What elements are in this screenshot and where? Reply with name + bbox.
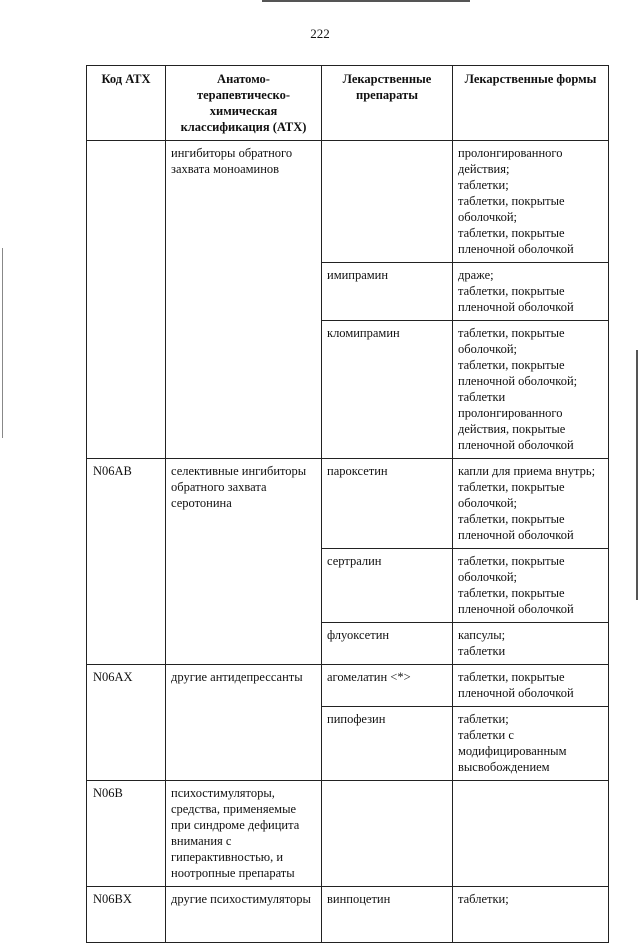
classification-cell: селективные ингибиторы обратного захвата серотонина — [166, 459, 322, 665]
form-line: действия, покрытые — [458, 422, 566, 436]
drug-cell: пипофезин — [322, 707, 453, 781]
form-line: пленочной оболочкой; — [458, 374, 578, 388]
drug-cell: пароксетин — [322, 459, 453, 549]
form-line: таблетки, покрытые — [458, 194, 565, 208]
drug-cell: сертралин — [322, 549, 453, 623]
header-forms: Лекарственные формы — [453, 66, 609, 141]
header-code: Код АТХ — [87, 66, 166, 141]
form-line: таблетки с — [458, 728, 514, 742]
form-line: оболочкой; — [458, 342, 517, 356]
header-drugs: Лекарственные препараты — [322, 66, 453, 141]
form-line: пролонгированного — [458, 146, 563, 160]
forms-cell — [453, 321, 609, 459]
form-line: пленочной оболочкой — [458, 602, 574, 616]
form-line: действия; — [458, 162, 510, 176]
classification-cell: ингибиторы обратного захвата моноаминов — [166, 141, 322, 459]
form-line: таблетки — [458, 390, 506, 404]
form-line: таблетки — [458, 644, 506, 658]
form-line: таблетки; — [458, 178, 509, 192]
form-line: пленочной оболочкой — [458, 686, 574, 700]
drug-cell: флуоксетин — [322, 623, 453, 665]
form-line: оболочкой; — [458, 210, 517, 224]
form-line: модифицированным — [458, 744, 567, 758]
scan-edge-mark-left — [2, 248, 3, 438]
table-row — [87, 781, 609, 887]
classification-cell: психостимуляторы, средства, применяемые при синдроме дефицита внимания с гиперактивностью, и ноотропные препараты — [166, 781, 322, 887]
forms-cell — [453, 665, 609, 707]
form-line: пленочной оболочкой — [458, 242, 574, 256]
classification-cell: другие антидепрессанты — [166, 665, 322, 781]
code-cell: N06BX — [87, 887, 166, 943]
drug-cell: имипрамин — [322, 263, 453, 321]
table-row — [87, 459, 609, 549]
forms-cell — [453, 459, 609, 549]
table-row — [87, 665, 609, 707]
form-line: таблетки; — [458, 892, 509, 906]
forms-cell — [453, 263, 609, 321]
page-number: 222 — [310, 26, 330, 41]
form-line: капли для приема внутрь; — [458, 464, 596, 478]
forms-cell — [453, 549, 609, 623]
drug-cell: винпоцетин — [322, 887, 453, 943]
code-cell: N06B — [87, 781, 166, 887]
forms-cell — [453, 887, 609, 943]
form-line: оболочкой; — [458, 496, 517, 510]
form-line: драже; — [458, 268, 494, 282]
form-line: пленочной оболочкой — [458, 300, 574, 314]
scan-edge-mark-top — [262, 0, 470, 2]
drug-cell: кломипрамин — [322, 321, 453, 459]
form-line: пролонгированного — [458, 406, 563, 420]
form-line: таблетки; — [458, 712, 509, 726]
form-line: таблетки, покрытые — [458, 358, 565, 372]
form-line: таблетки, покрытые — [458, 226, 565, 240]
drug-cell — [322, 781, 453, 887]
form-line: таблетки, покрытые — [458, 554, 565, 568]
forms-cell — [453, 623, 609, 665]
code-cell: N06AX — [87, 665, 166, 781]
forms-cell — [453, 781, 609, 887]
forms-cell — [453, 707, 609, 781]
code-cell — [87, 141, 166, 459]
drug-cell: агомелатин <*> — [322, 665, 453, 707]
scan-edge-mark-right — [636, 350, 638, 600]
code-cell: N06AB — [87, 459, 166, 665]
form-line: капсулы; — [458, 628, 506, 642]
form-line: оболочкой; — [458, 570, 517, 584]
table-row — [87, 887, 609, 943]
header-classification: Анатомо- терапевтическо- химическая классификация (АТХ) — [166, 66, 322, 141]
form-line: высвобождением — [458, 760, 550, 774]
classification-cell: другие психостимуляторы — [166, 887, 322, 943]
form-line: таблетки, покрытые — [458, 670, 565, 684]
form-line: пленочной оболочкой — [458, 528, 574, 542]
forms-cell — [453, 141, 609, 263]
form-line: таблетки, покрытые — [458, 284, 565, 298]
form-line: таблетки, покрытые — [458, 512, 565, 526]
drug-cell — [322, 141, 453, 263]
table-header-row — [87, 66, 609, 141]
form-line: таблетки, покрытые — [458, 480, 565, 494]
table-row — [87, 141, 609, 263]
form-line: таблетки, покрытые — [458, 586, 565, 600]
atx-drug-table — [86, 65, 609, 943]
form-line: таблетки, покрытые — [458, 326, 565, 340]
form-line: пленочной оболочкой — [458, 438, 574, 452]
